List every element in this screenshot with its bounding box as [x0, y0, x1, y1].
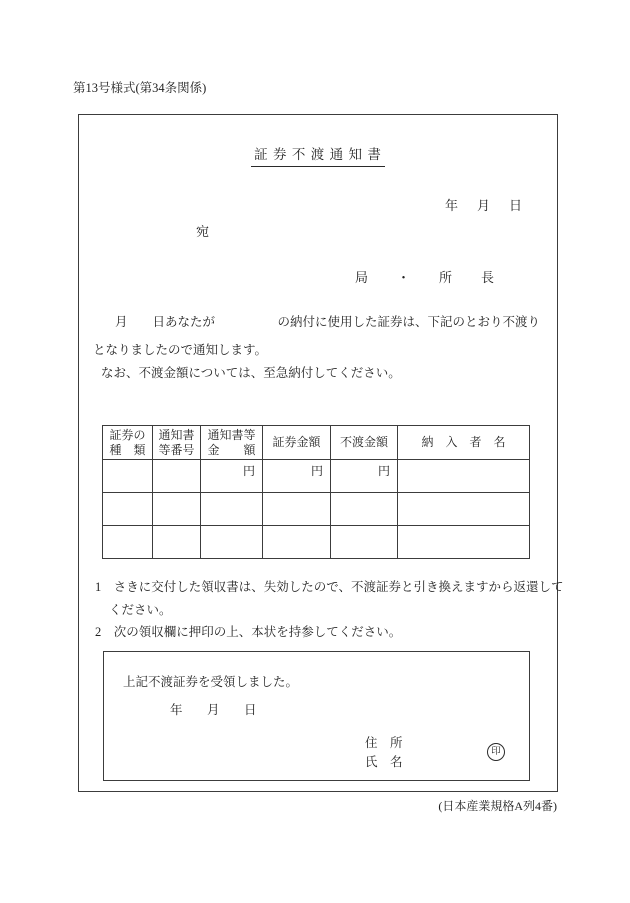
col-header-notice-number: 通知書 等番号	[153, 426, 201, 460]
body-paragraph-line2: となりましたので通知します。	[93, 343, 268, 357]
issue-date-line: 年 月 日	[445, 198, 526, 213]
col-header-security-type: 証券の 種 類	[103, 426, 153, 460]
receipt-statement: 上記不渡証券を受領しました。	[123, 675, 299, 689]
col-header-dishonored-amount: 不渡金額	[331, 426, 398, 460]
unit-cell-dishonored-amount-yen: 円	[331, 460, 398, 493]
col-header-notice-amount: 通知書等 金 額	[201, 426, 263, 460]
table-row	[103, 526, 530, 559]
body-paragraph-line1: 月 日あなたが の納付に使用した証券は、下記のとおり不渡り	[115, 315, 541, 329]
empty-cell	[331, 493, 398, 526]
receipt-date-line: 年 月 日	[170, 703, 263, 717]
receipt-name-label: 氏 名	[365, 755, 403, 769]
note-item1-line2: ください。	[109, 603, 172, 617]
receipt-section-border	[103, 651, 530, 781]
unit-cell-security-amount-yen: 円	[263, 460, 331, 493]
table-header-row	[103, 426, 530, 460]
empty-cell	[398, 526, 530, 559]
empty-cell	[153, 493, 201, 526]
empty-cell	[201, 493, 263, 526]
empty-cell	[398, 493, 530, 526]
jis-standard-note: (日本産業規格A列4番)	[438, 799, 557, 813]
unit-cell-payer-name	[398, 460, 530, 493]
receipt-address-label: 住 所	[365, 736, 403, 750]
note-item1-line1: 1 さきに交付した領収書は、失効したので、不渡証券と引き換えますから返還して	[95, 580, 564, 594]
dishonor-details-table	[102, 425, 530, 559]
unit-cell-security-type	[103, 460, 153, 493]
col-header-payer-name: 納 入 者 名	[398, 426, 530, 460]
unit-cell-notice-number	[153, 460, 201, 493]
document-title	[79, 143, 557, 167]
addressee-label: 宛	[196, 224, 210, 239]
unit-cell-notice-amount-yen: 円	[201, 460, 263, 493]
sender-office-line: 局 ・ 所 長	[355, 270, 503, 285]
empty-cell	[263, 493, 331, 526]
form-number-label: 第13号様式(第34条関係)	[73, 81, 207, 95]
empty-cell	[201, 526, 263, 559]
empty-cell	[103, 526, 153, 559]
empty-cell	[263, 526, 331, 559]
notice-form-border	[78, 114, 564, 792]
col-header-security-amount: 証券金額	[263, 426, 331, 460]
table-row	[103, 493, 530, 526]
table-unit-row	[103, 460, 530, 493]
empty-cell	[103, 493, 153, 526]
body-paragraph-line3: なお、不渡金額については、至急納付してください。	[101, 366, 401, 380]
empty-cell	[331, 526, 398, 559]
document-title-text: 証 券 不 渡 通 知 書	[251, 143, 385, 167]
empty-cell	[153, 526, 201, 559]
note-item2: 2 次の領収欄に押印の上、本状を持参してください。	[95, 625, 402, 639]
seal-icon: 印	[487, 743, 505, 761]
